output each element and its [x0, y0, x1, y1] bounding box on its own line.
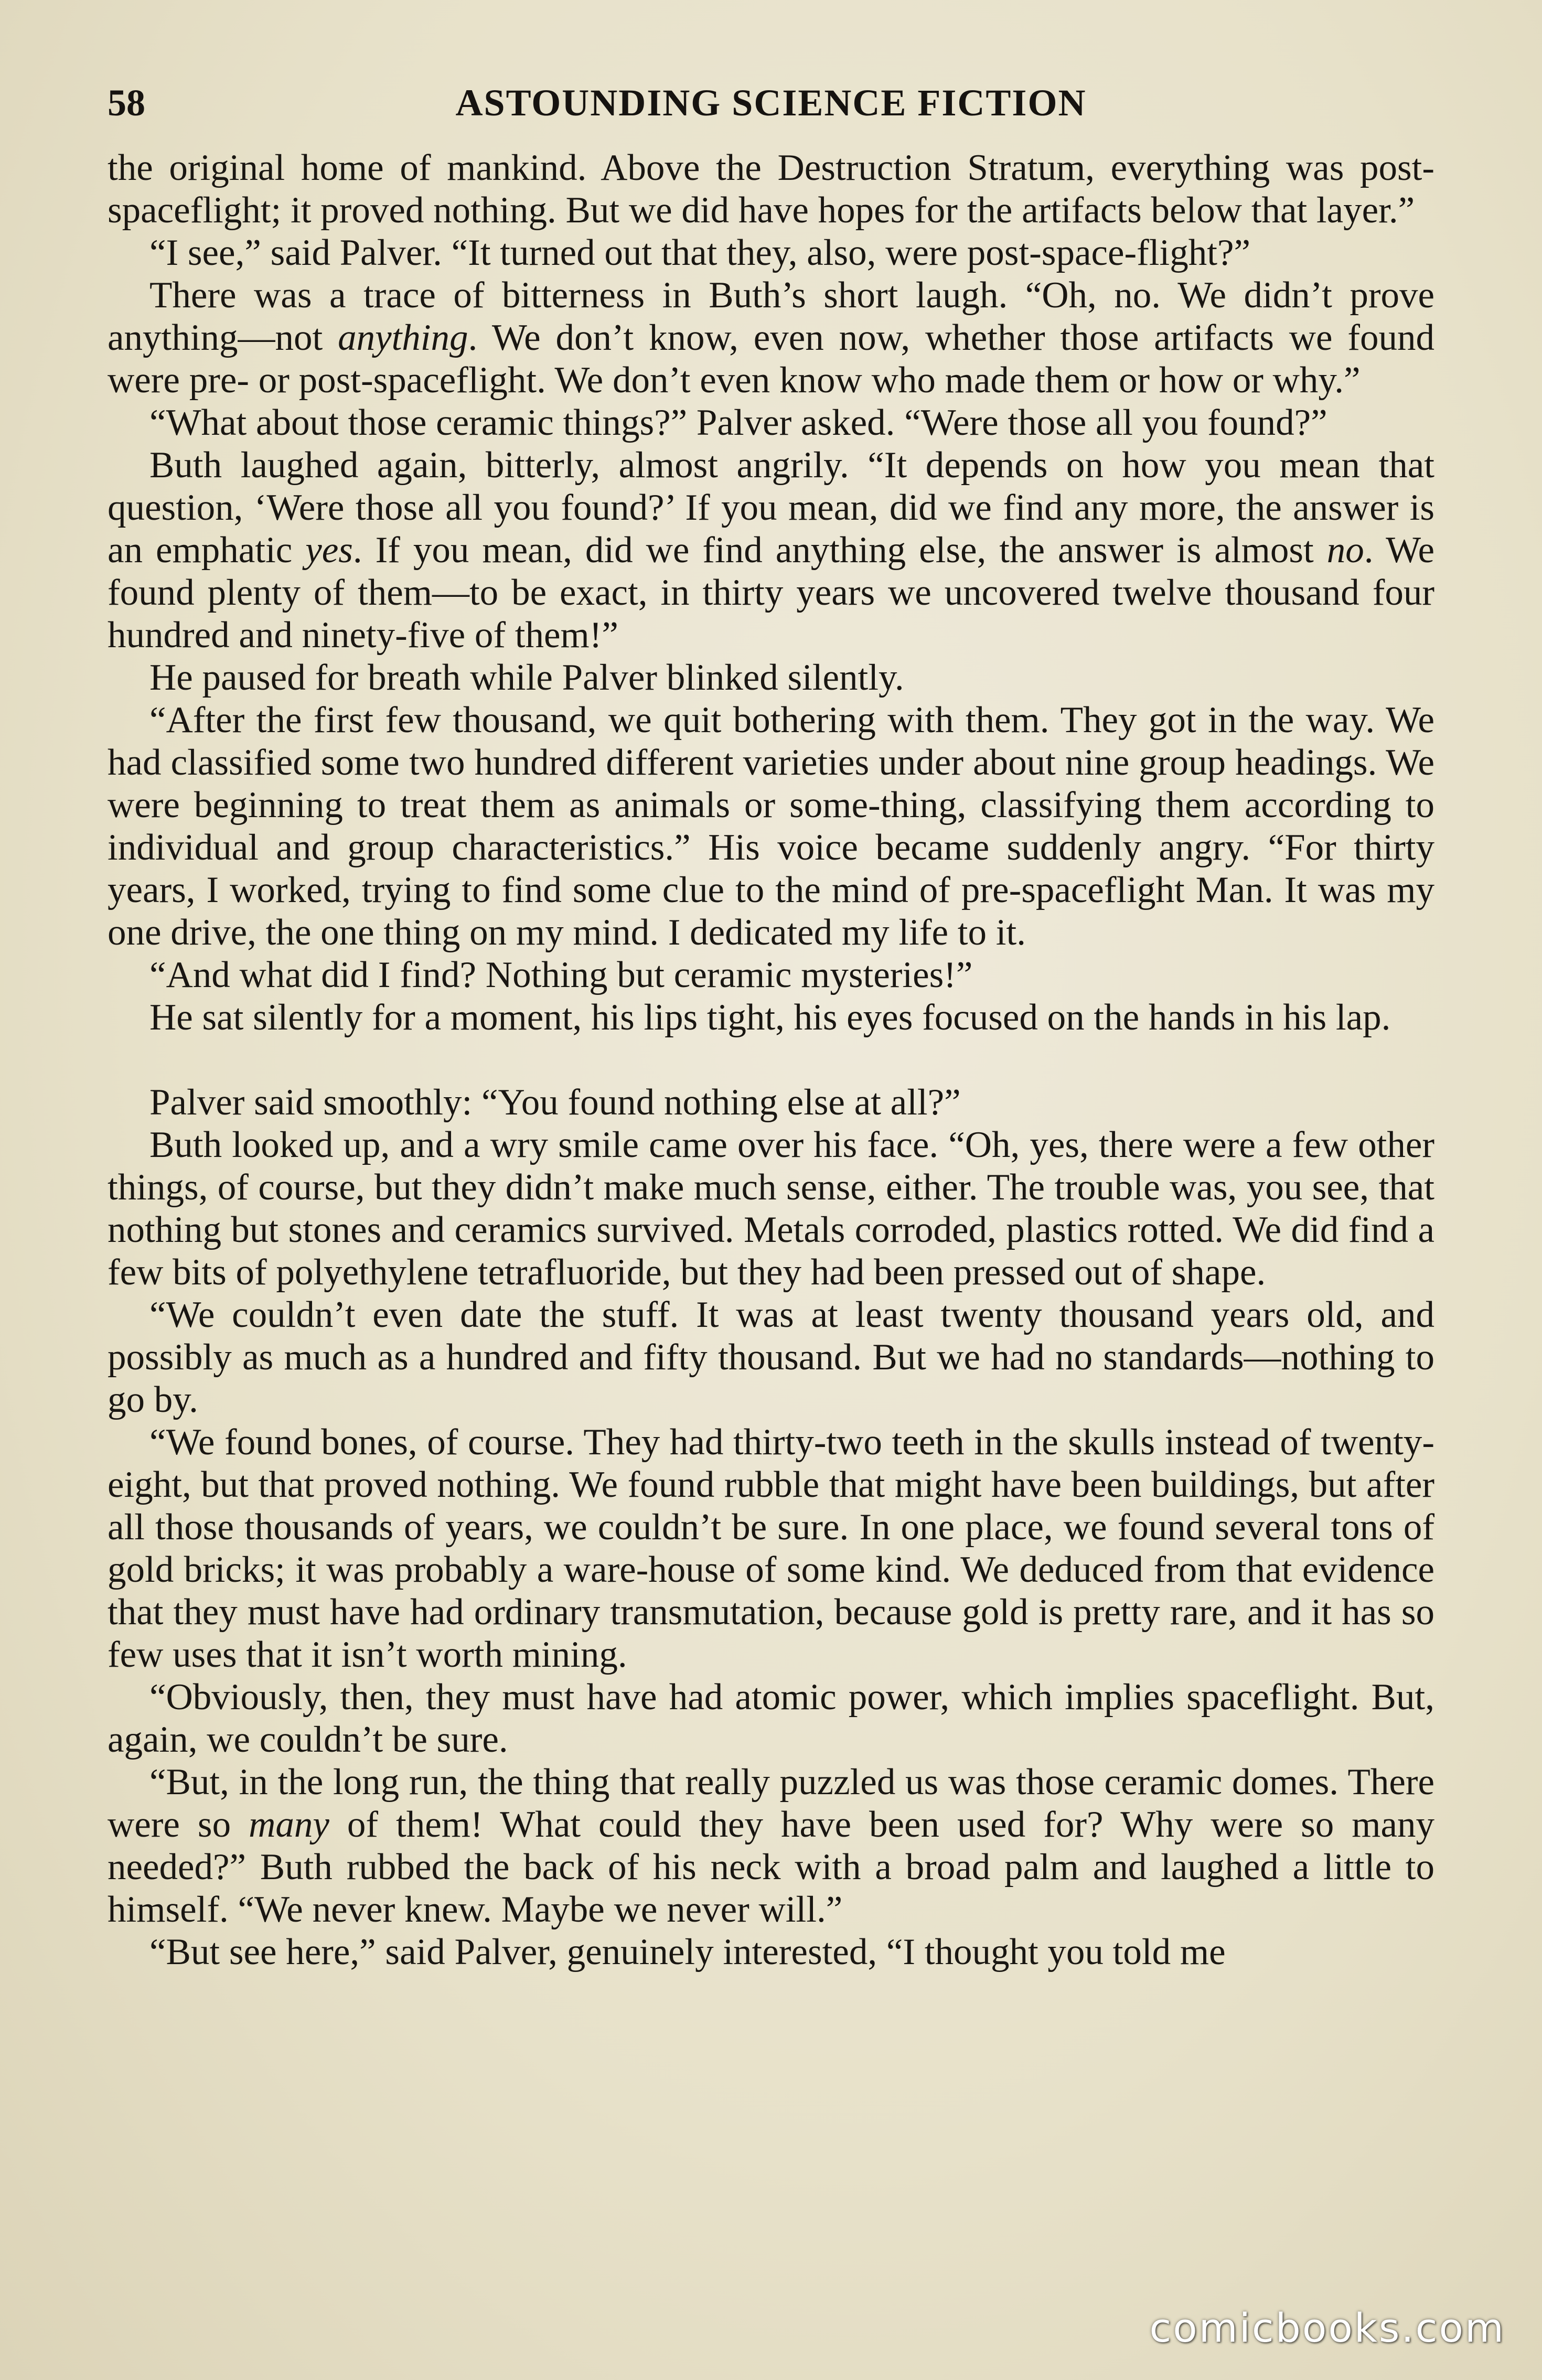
text-run: “After the first few thousand, we quit bothering with them. They got in the way. We had classified some two hundred different varieties under about nine group headings. We were beginning to treat them as animals or some-thing, classifying them according to individual and group characteristics.” His voice became suddenly angry. “For thirty years, I worked, trying to find some clue to the mind of pre-spaceflight Man. It was my one drive, the one thing on my mind. I dedicated my life to it. [108, 700, 1434, 953]
paragraph [108, 402, 1434, 444]
text-run: “But, in the long run, the thing that really puzzled us was those ceramic domes. There were so [108, 1762, 1434, 1845]
italic-text: yes [305, 530, 353, 571]
text-run: . If you mean, did we find anything else, the answer is almost [352, 530, 1327, 571]
paragraph [108, 1294, 1434, 1421]
text-run: . We don’t know, even now, whether those artifacts we found were pre- or post-spaceflight. We don’t even know who made them or how or why.” [108, 317, 1434, 401]
italic-text: many [249, 1804, 329, 1845]
text-run: “I see,” said Palver. “It turned out that they, also, were post-space-flight?” [149, 232, 1250, 273]
italic-text: anything [338, 317, 468, 358]
italic-text: no [1326, 530, 1364, 571]
paragraph [108, 1421, 1434, 1676]
text-run: He sat silently for a moment, his lips tight, his eyes focused on the hands in his lap. [149, 997, 1391, 1038]
text-run: There was a trace of bitterness in Buth’s short laugh. “Oh, no. We didn’t prove anything—not [108, 275, 1434, 358]
text-run: Buth looked up, and a wry smile came over his face. “Oh, yes, there were a few other things, of course, but they didn’t make much sense, either. The trouble was, you see, that nothing but stones and ceramics survived. Metals corroded, plastics rotted. We did find a few bits of polyethylene tetrafluoride, but they had been pressed out of shape. [108, 1124, 1434, 1293]
story-text [108, 147, 1434, 1974]
text-run: “Obviously, then, they must have had atomic power, which implies spaceflight. But, again, we couldn’t be sure. [108, 1677, 1434, 1760]
paragraph [108, 1931, 1434, 1974]
paragraph [108, 657, 1434, 699]
paragraph [108, 232, 1434, 274]
paragraph [108, 147, 1434, 232]
text-run: Buth laughed again, bitterly, almost angrily. “It depends on how you mean that question, ‘Were those all you found?’ If you mean, did we find any more, the answer is an emphatic [108, 445, 1434, 571]
paragraph [108, 1081, 1434, 1124]
paragraph [108, 1124, 1434, 1294]
text-run: “But see here,” said Palver, genuinely interested, “I thought you told me [149, 1932, 1226, 1972]
paragraph [108, 1676, 1434, 1761]
text-run: Palver said smoothly: “You found nothing else at all?” [149, 1082, 961, 1123]
text-run: He paused for breath while Palver blinked silently. [149, 657, 904, 698]
paragraph [108, 1761, 1434, 1931]
paragraph [108, 954, 1434, 996]
paragraph [108, 444, 1434, 657]
page-header [108, 76, 1434, 134]
text-run: the original home of mankind. Above the Destruction Stratum, everything was post-spaceflight; it proved nothing. But we did have hopes for the artifacts below that layer.” [108, 147, 1434, 231]
text-run: of them! What could they have been used for? Why were so many needed?” Buth rubbed the back of his neck with a broad palm and laughed a little to himself. “We never knew. Maybe we never will.” [108, 1804, 1434, 1930]
paragraph [108, 699, 1434, 954]
watermark: comicbooks.com [1149, 2304, 1505, 2351]
text-run: “And what did I find? Nothing but ceramic mysteries!” [149, 955, 973, 995]
text-run: “We found bones, of course. They had thirty-two teeth in the skulls instead of twenty-eight, but that proved nothing. We found rubble that might have been buildings, but after all those thousands of years, we couldn’t be sure. In one place, we found several tons of gold bricks; it was probably a ware-house of some kind. We deduced from that evidence that they must have had ordinary transmutation, because gold is pretty rare, and it has so few uses that it isn’t worth mining. [108, 1422, 1434, 1675]
paragraph [108, 996, 1434, 1039]
page-number: 58 [108, 82, 145, 124]
text-run: “We couldn’t even date the stuff. It was at least twenty thousand years old, and possibly as much as a hundred and fifty thousand. But we had no standards—nothing to go by. [108, 1294, 1434, 1420]
text-run: . We found plenty of them—to be exact, in thirty years we uncovered twelve thousand four hundred and ninety-five of them!” [108, 530, 1434, 656]
text-run: “What about those ceramic things?” Palver asked. “Were those all you found?” [149, 402, 1327, 443]
paragraph [108, 274, 1434, 402]
running-title: ASTOUNDING SCIENCE FICTION [455, 82, 1087, 124]
